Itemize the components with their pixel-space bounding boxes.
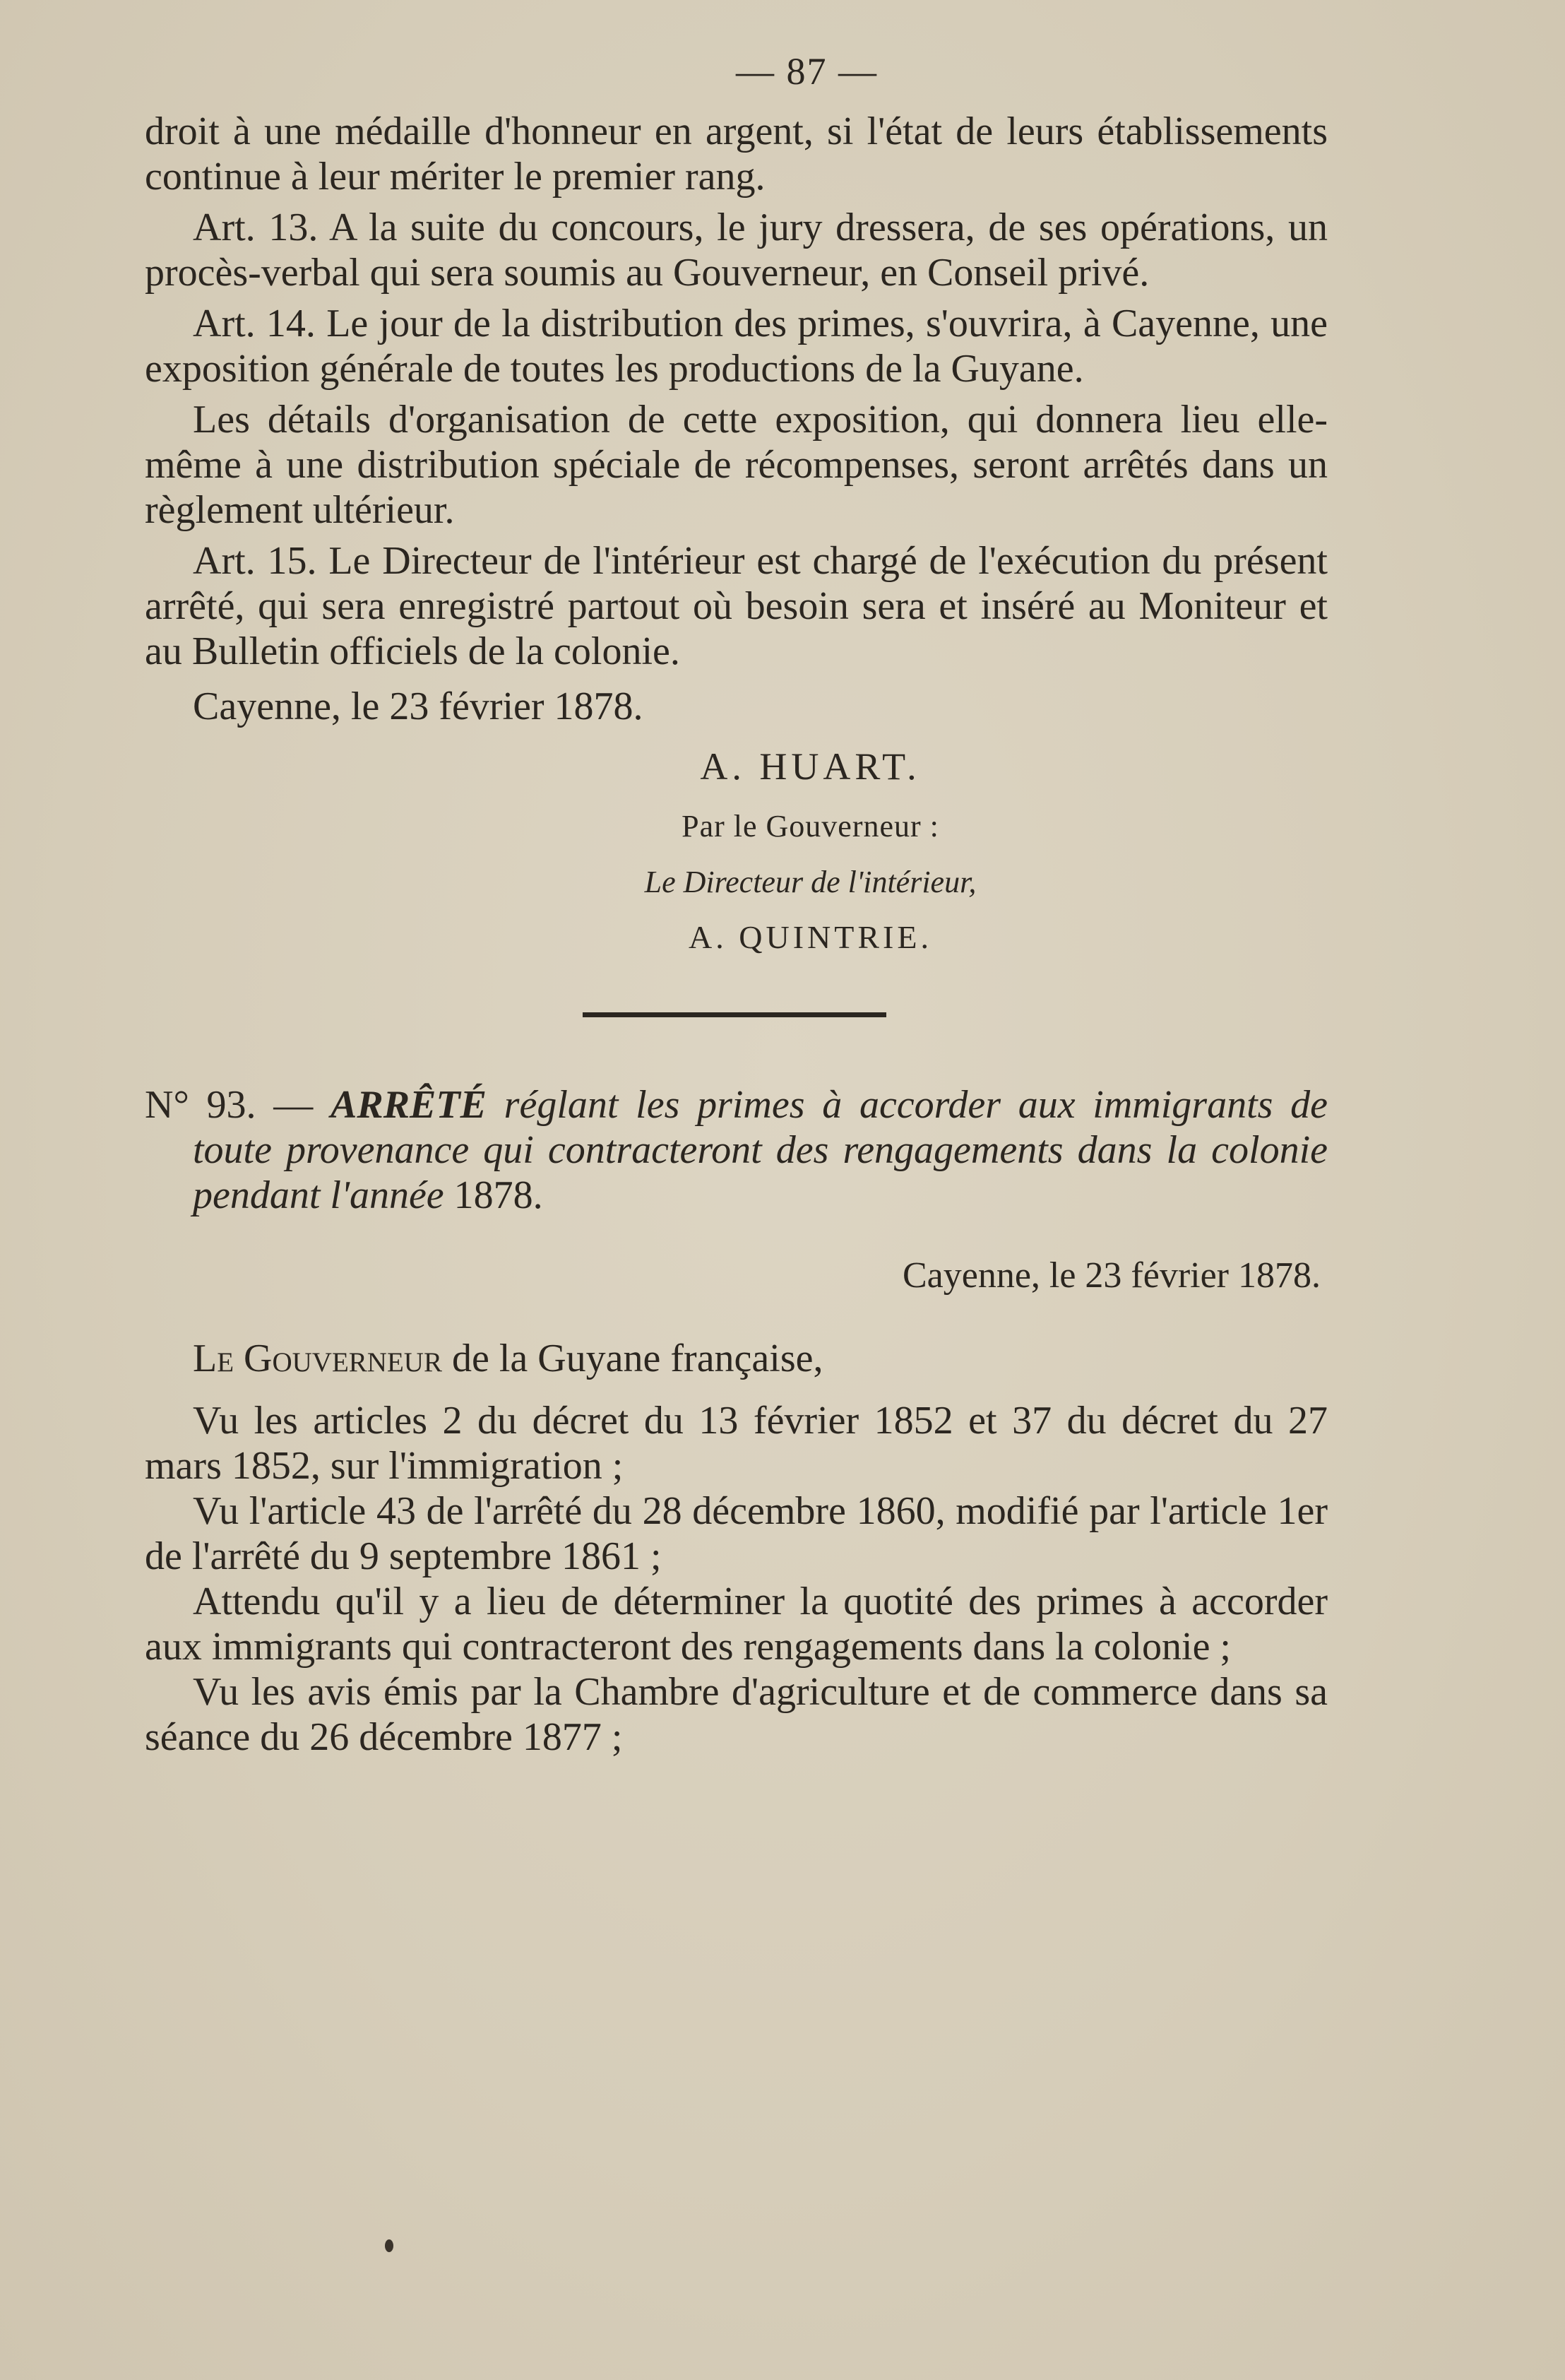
consideration-2: Vu l'article 43 de l'arrêté du 28 décembre 1860, modifié par l'article 1er de l'arrêté du 9 septembre 1861 ; bbox=[145, 1489, 1328, 1578]
place-date: Cayenne, le 23 février 1878. bbox=[193, 685, 643, 728]
decree-date: Cayenne, le 23 février 1878. bbox=[902, 1255, 1321, 1296]
consideration-1: Vu les articles 2 du décret du 13 février 1852 et 37 du décret du 27 mars 1852, sur l'immigration ; bbox=[145, 1399, 1328, 1488]
director-title: Le Directeur de l'intérieur, bbox=[644, 865, 977, 899]
exposition-details: Les détails d'organisation de cette exposition, qui donnera lieu elle-même à une distribution spéciale de récompenses, seront arrêtés dans un règlement ultérieur. bbox=[145, 398, 1328, 532]
governor-rest: de la Guyane française, bbox=[451, 1337, 823, 1380]
decree-year: 1878. bbox=[453, 1173, 543, 1217]
article-13: Art. 13. A la suite du concours, le jury dressera, de ses opérations, un procès-verbal qui sera soumis au Gouverneur, en Conseil privé. bbox=[145, 206, 1328, 295]
signatory-name: A. HUART. bbox=[700, 745, 921, 788]
consideration-4: Vu les avis émis par la Chambre d'agriculture et de commerce dans sa séance du 26 décembre 1877 ; bbox=[145, 1670, 1328, 1759]
by-governor-line: Par le Gouverneur : bbox=[682, 809, 939, 843]
article-15: Art. 15. Le Directeur de l'intérieur est chargé de l'exécution du présent arrêté, qui sera enregistré partout où besoin sera et inséré au Moniteur et au Bulletin officiels de la colonie. bbox=[145, 539, 1328, 673]
governor-line bbox=[145, 1336, 1328, 1381]
section-divider bbox=[583, 1012, 886, 1017]
article-14: Art. 14. Le jour de la distribution des primes, s'ouvrira, à Cayenne, une exposition générale de toutes les productions de la Guyane. bbox=[145, 302, 1328, 391]
decree-number: N° 93. — bbox=[145, 1083, 314, 1127]
governor-title: Le Gouverneur bbox=[193, 1337, 442, 1380]
decree-title: ARRÊTÉ bbox=[330, 1083, 487, 1127]
decree-heading bbox=[145, 1082, 1328, 1218]
director-name: A. QUINTRIE. bbox=[689, 919, 932, 955]
decree-subject: réglant les primes à accorder aux immigrants de toute provenance qui contracteront des rengagements dans la colonie pendant l'année bbox=[193, 1083, 1328, 1217]
page-number: — 87 — bbox=[736, 50, 878, 93]
document-page bbox=[145, 49, 1328, 1760]
ink-spot bbox=[385, 2239, 393, 2252]
consideration-3: Attendu qu'il y a lieu de déterminer la quotité des primes à accorder aux immigrants qui contracteront des rengagements dans la colonie ; bbox=[145, 1580, 1328, 1669]
paragraph-continuation: droit à une médaille d'honneur en argent, si l'état de leurs établissements continue à leur mériter le premier rang. bbox=[145, 109, 1328, 199]
